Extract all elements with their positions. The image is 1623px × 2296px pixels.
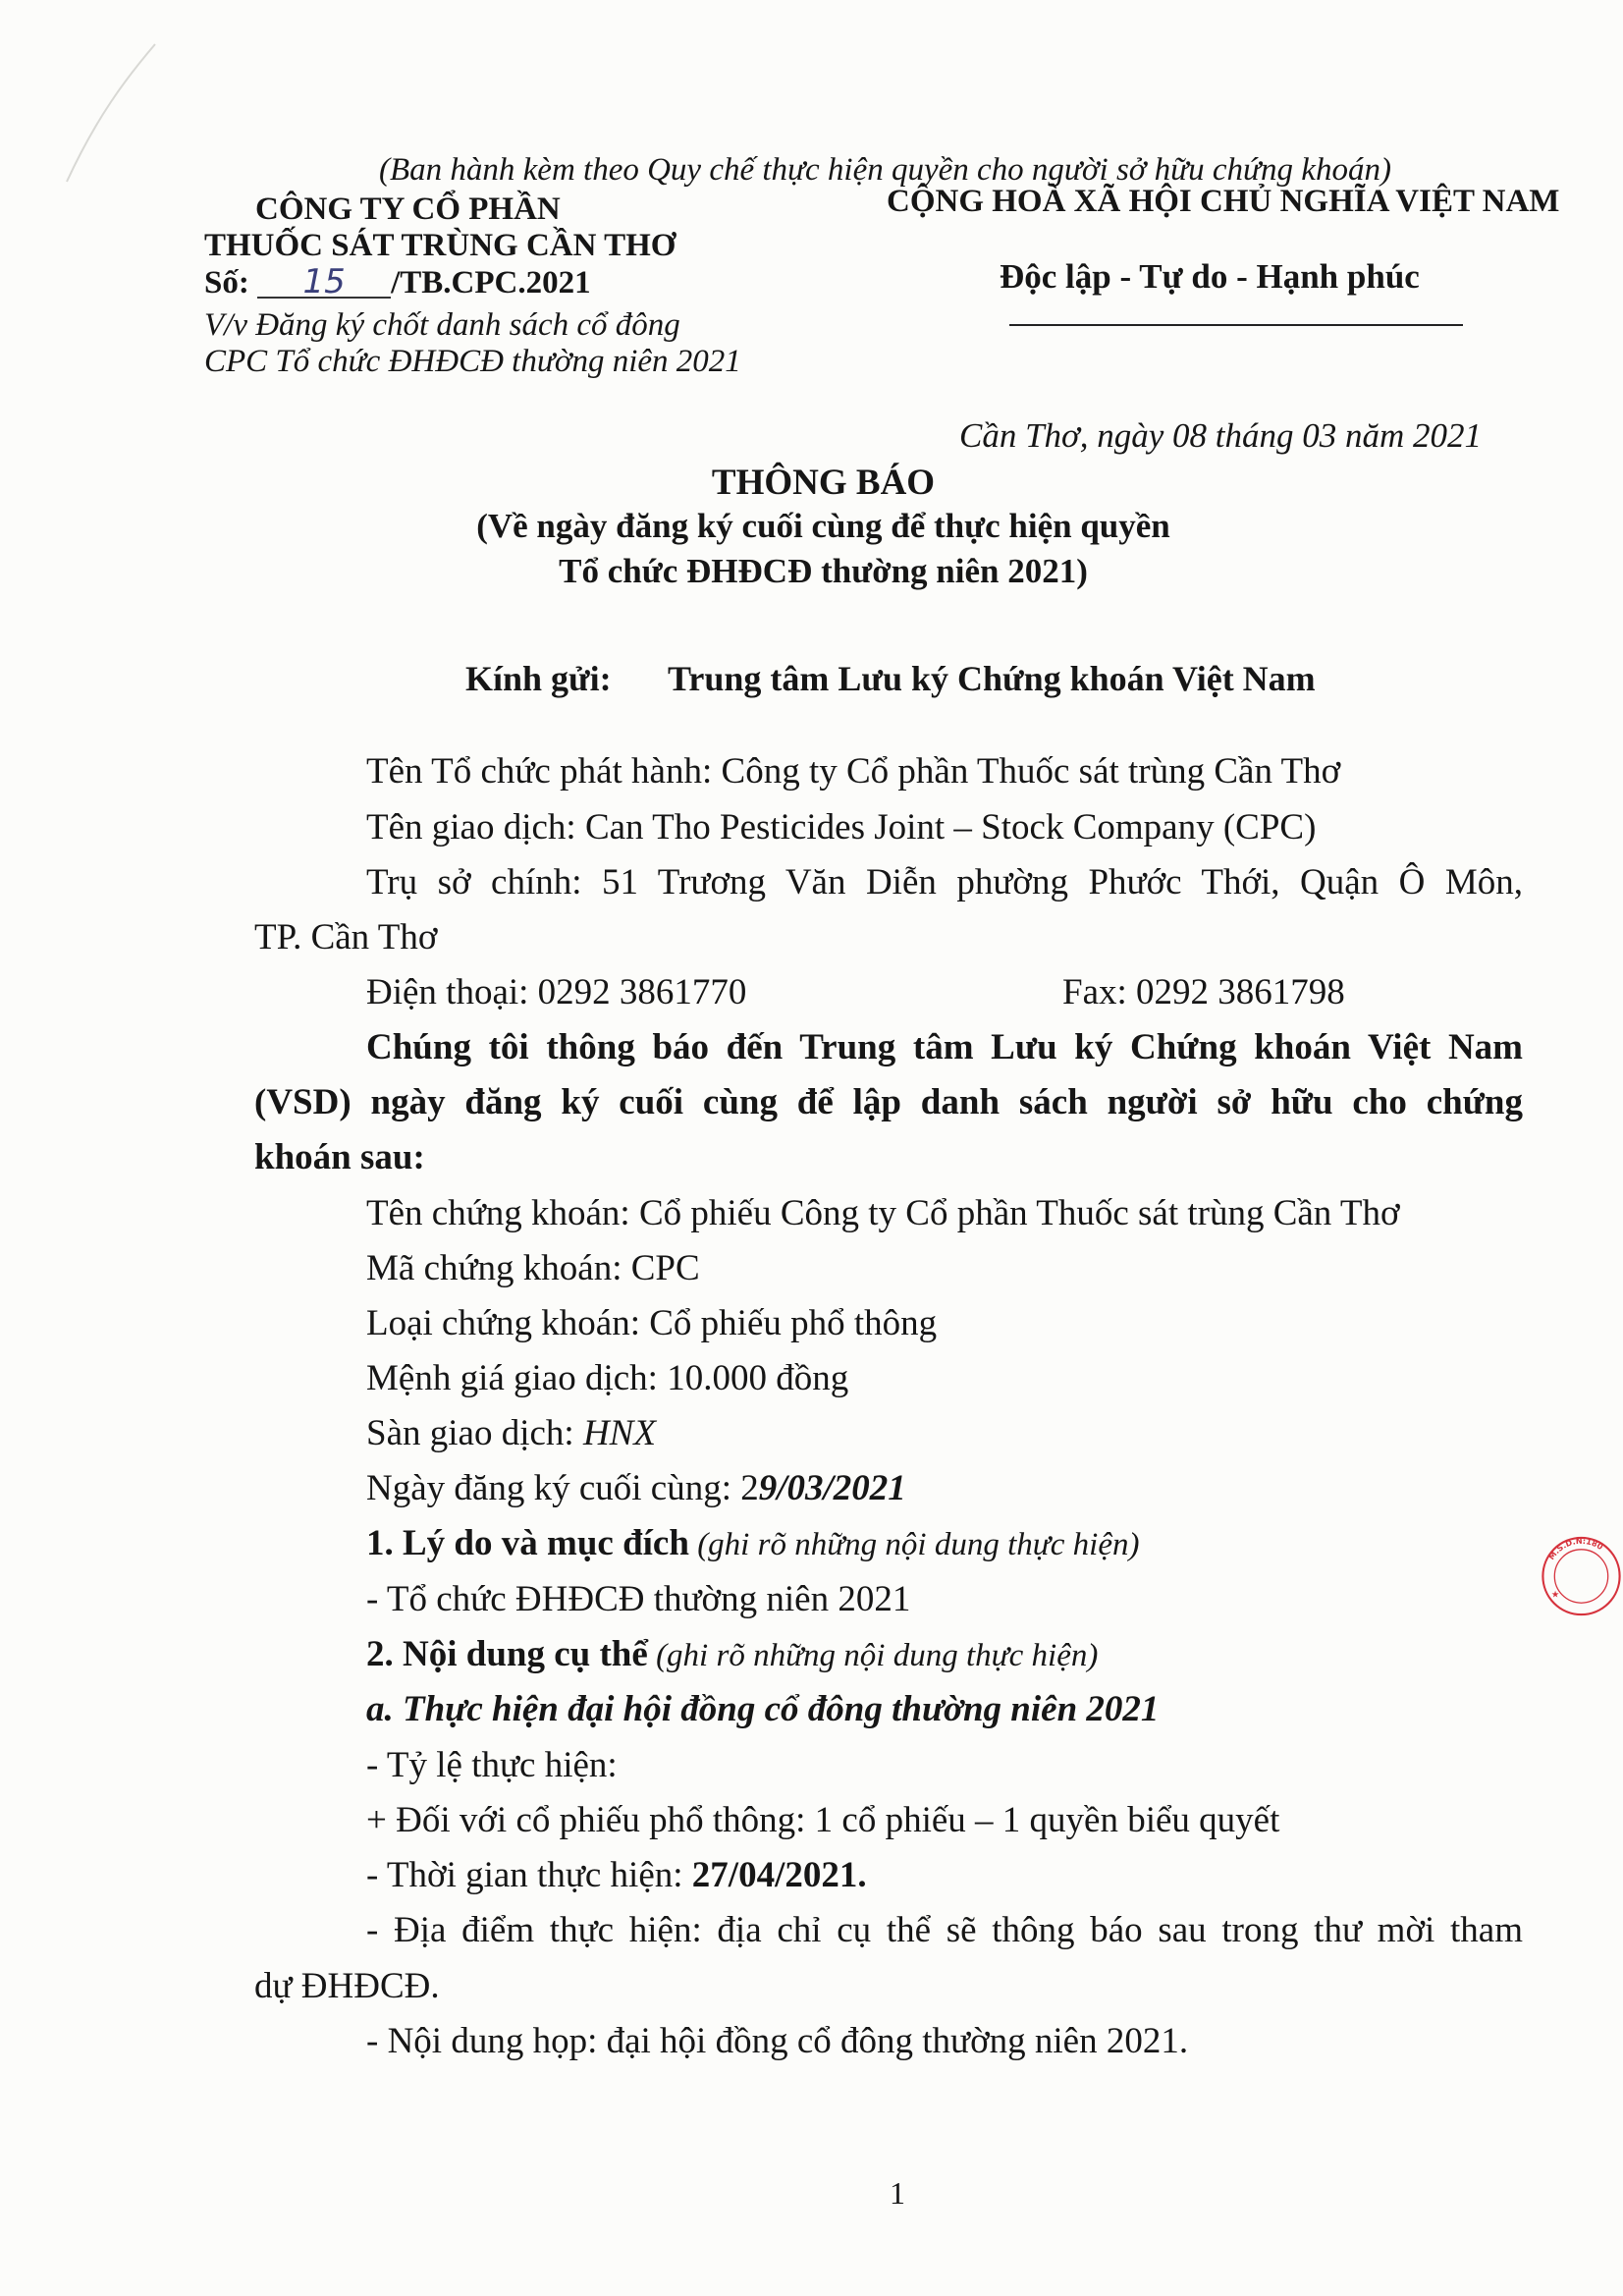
- ratio-label: - Tỷ lệ thực hiện:: [366, 1745, 618, 1785]
- issuer-name: Tên Tổ chức phát hành: Công ty Cổ phần Thuốc sát trùng Cần Thơ: [366, 751, 1341, 792]
- addressee-value: Trung tâm Lưu ký Chứng khoán Việt Nam: [668, 659, 1316, 698]
- record-date-value: 9/03/2021: [758, 1468, 906, 1508]
- company-name-line1: CÔNG TY CỔ PHẦN: [255, 191, 561, 227]
- section1-title: 1. Lý do và mục đích: [366, 1523, 689, 1563]
- issuer-hq-line1: Trụ sở chính: 51 Trương Văn Diễn phường Phước Thới, Quận Ô Môn,: [366, 862, 1523, 902]
- security-name: Tên chứng khoán: Cổ phiếu Công ty Cổ phần Thuốc sát trùng Cần Thơ: [366, 1193, 1400, 1233]
- notice-line1: Chúng tôi thông báo đến Trung tâm Lưu ký Chứng khoán Việt Nam: [366, 1027, 1523, 1067]
- ratio-item: + Đối với cổ phiếu phổ thông: 1 cổ phiếu – 1 quyền biểu quyết: [366, 1800, 1280, 1840]
- section2-sub-a: a. Thực hiện đại hội đồng cổ đông thường niên 2021: [366, 1689, 1160, 1729]
- republic-title: CỘNG HOÀ XÃ HỘI CHỦ NGHĨA VIỆT NAM: [887, 184, 1560, 219]
- section2-heading: [366, 1633, 1098, 1675]
- svg-text:M.S.D.N:180: [1547, 1537, 1605, 1561]
- section1-heading: [366, 1522, 1139, 1564]
- date-line: Cần Thơ, ngày 08 tháng 03 năm 2021: [959, 416, 1483, 455]
- company-seal-stamp: [1540, 1478, 1623, 1674]
- security-exchange: [366, 1412, 656, 1454]
- issuer-fax: Fax: 0292 3861798: [1062, 972, 1345, 1012]
- notice-subtitle-line2: Tổ chức ĐHĐCĐ thường niên 2021): [559, 552, 1088, 590]
- document-number: [204, 262, 591, 301]
- stamp-star-icon: ★: [1550, 1589, 1560, 1601]
- security-type: Loại chứng khoán: Cổ phiếu phổ thông: [366, 1303, 938, 1343]
- time-label: - Thời gian thực hiện:: [366, 1855, 692, 1895]
- meeting-place-line1: - Địa điểm thực hiện: địa chỉ cụ thể sẽ thông báo sau trong thư mời tham: [366, 1910, 1523, 1950]
- notice-line3: khoán sau:: [254, 1137, 425, 1177]
- record-date-label: Ngày đăng ký cuối cùng: 2: [366, 1468, 759, 1508]
- issuer-trade-name: Tên giao dịch: Can Tho Pesticides Joint – Stock Company (CPC): [366, 807, 1317, 847]
- notice-title: THÔNG BÁO: [711, 463, 936, 503]
- subject-line2: CPC Tổ chức ĐHĐCĐ thường niên 2021: [204, 344, 741, 379]
- section2-note: (ghi rõ những nội dung thực hiện): [647, 1638, 1099, 1673]
- national-motto: Độc lập - Tự do - Hạnh phúc: [1000, 257, 1420, 296]
- issuer-hq-line2: TP. Cần Thơ: [254, 917, 438, 957]
- issued-note: (Ban hành kèm theo Quy chế thực hiện quyền cho người sở hữu chứng khoán): [379, 152, 1391, 188]
- security-par-value: Mệnh giá giao dịch: 10.000 đồng: [366, 1358, 849, 1398]
- meeting-place-line2: dự ĐHĐCĐ.: [254, 1966, 440, 2006]
- paper-fold-mark: [57, 39, 165, 187]
- section1-item: - Tổ chức ĐHĐCĐ thường niên 2021: [366, 1579, 911, 1619]
- stamp-text: M.S.D.N:180: [1546, 1536, 1605, 1562]
- exchange-value: HNX: [582, 1413, 656, 1453]
- page-number: 1: [890, 2175, 905, 2211]
- meeting-time: [366, 1854, 867, 1896]
- number-suffix: /TB.CPC.2021: [391, 265, 591, 301]
- time-value: 27/04/2021.: [691, 1855, 867, 1895]
- section2-title: 2. Nội dung cụ thể: [366, 1634, 648, 1674]
- notice-line2: (VSD) ngày đăng ký cuối cùng để lập danh sách người sở hữu cho chứng: [254, 1082, 1523, 1122]
- meeting-content: - Nội dung họp: đại hội đồng cổ đông thường niên 2021.: [366, 2021, 1189, 2061]
- number-prefix: Số:: [204, 265, 249, 301]
- addressee-label: Kính gửi:: [465, 659, 612, 698]
- security-code: Mã chứng khoán: CPC: [366, 1248, 700, 1288]
- issuer-phone: Điện thoại: 0292 3861770: [366, 972, 747, 1012]
- number-handwritten: 15: [257, 267, 391, 299]
- motto-underline: [1009, 324, 1463, 326]
- exchange-label: Sàn giao dịch:: [366, 1413, 583, 1453]
- record-date: [366, 1467, 906, 1509]
- section1-note: (ghi rõ những nội dung thực hiện): [688, 1527, 1140, 1562]
- subject-line1: V/v Đăng ký chốt danh sách cổ đông: [204, 307, 680, 343]
- notice-subtitle-line1: (Về ngày đăng ký cuối cùng để thực hiện quyền: [476, 507, 1170, 545]
- company-name-line2: THUỐC SÁT TRÙNG CẦN THƠ: [204, 228, 676, 263]
